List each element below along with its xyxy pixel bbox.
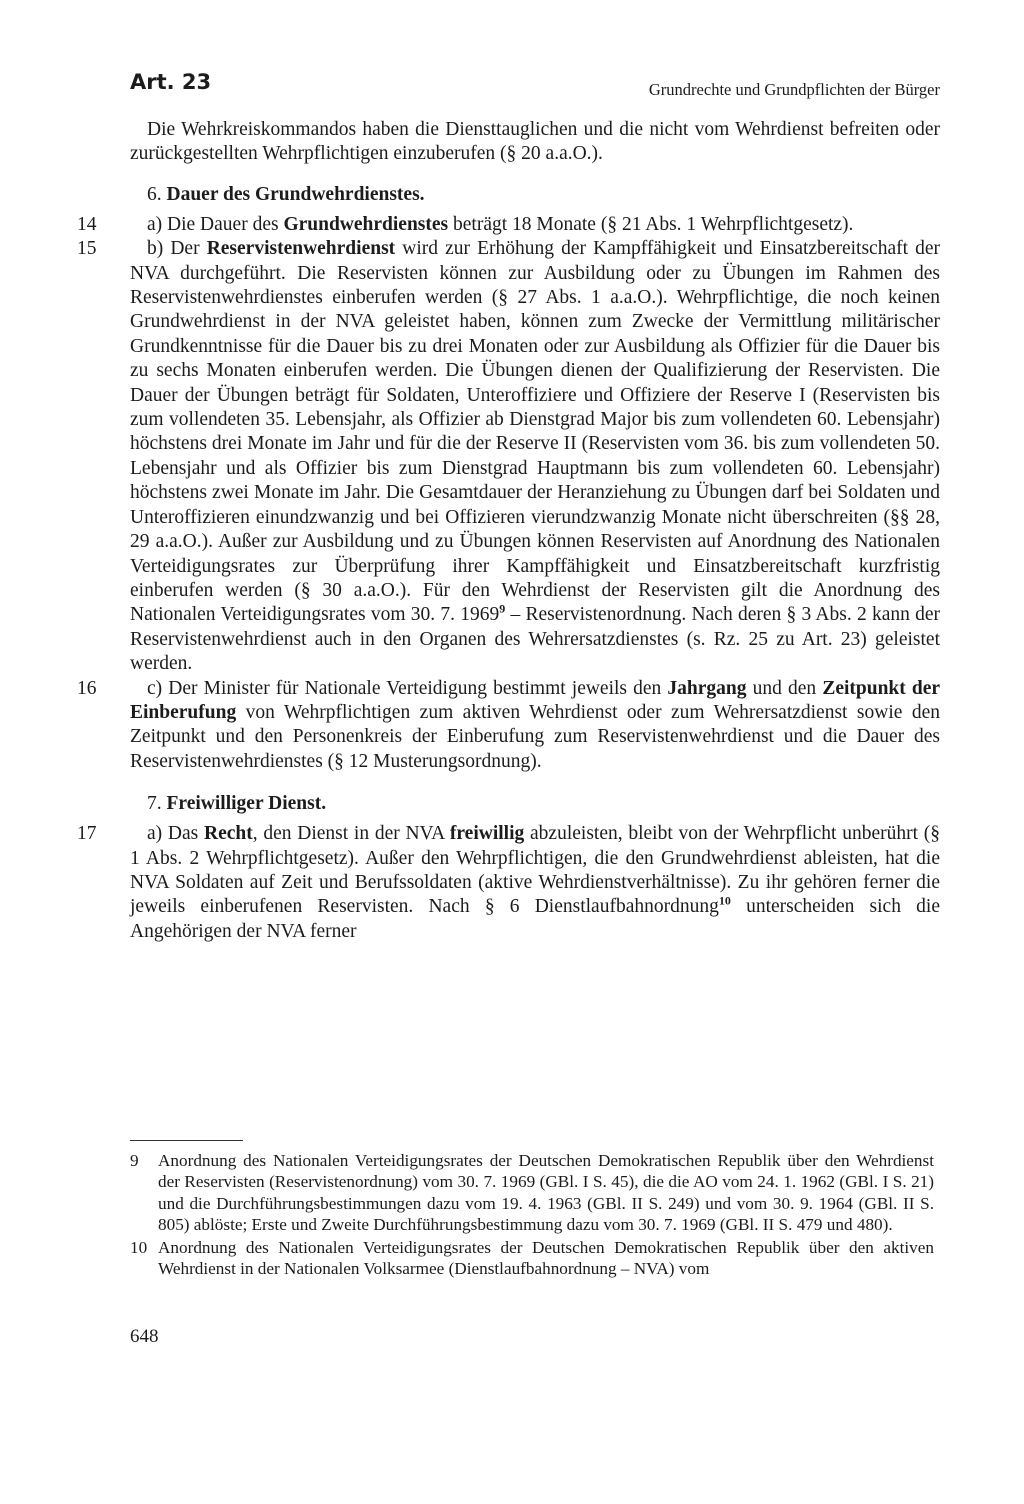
footnote-10 <box>130 1237 934 1280</box>
text-run: c) Der Minister für Nationale Verteidigung bestimmt jeweils den <box>147 677 662 699</box>
footnote-ref[interactable]: 10 <box>718 893 731 908</box>
section-title: Dauer des Grundwehrdienstes. <box>166 183 425 205</box>
main-text <box>77 118 941 944</box>
article-label: Art. 23 <box>130 70 212 94</box>
margin-number: 14 <box>77 213 97 235</box>
text-run: , den Dienst in der NVA <box>252 823 445 845</box>
text-run: abzuleisten, bleibt von der Wehrpflicht unberührt (§ 1 Abs. 2 Wehrpflichtgesetz). Außer den Wehrpflichtigen, die den Grundwehrdienst ableisten, hat die NVA Soldaten auf Zeit und Berufssoldaten (aktive Wehrdienstverhältnisse). Zu ihr gehören ferner die jeweils einberufenen Reservisten. Nach § 6 Dienstlaufbahnordnung <box>130 823 940 918</box>
section-title: Freiwilliger Dienst. <box>166 793 327 815</box>
paragraph-rz-15 <box>77 237 941 676</box>
text-run: von Wehrpflichtigen zum aktiven Wehrdienst oder zum Wehrersatzdienst sowie den Zeitpunkt und den Personenkreis der Einberufung zum Reservistenwehrdienst und die Dauer des Reservistenwehrdienstes (§ 12 Musterungsordnung). <box>130 701 941 772</box>
margin-number: 15 <box>77 238 97 260</box>
text-run: a) Die Dauer des <box>147 213 279 235</box>
paragraph-rz-16 <box>77 677 941 775</box>
bold-term: freiwillig <box>449 823 525 845</box>
running-title: Grundrechte und Grundpflichten der Bürger <box>648 80 940 99</box>
footnote-ref[interactable]: 9 <box>499 601 506 616</box>
margin-number: 16 <box>77 677 97 699</box>
bold-term: Grundwehrdienstes <box>283 213 449 235</box>
text-run: a) Das <box>147 823 199 845</box>
bold-term: Zeitpunkt der Einberufung <box>130 677 941 723</box>
section-number: 7. <box>147 793 162 815</box>
text-run: unterscheiden sich die Angehörigen der NVA ferner <box>130 896 940 942</box>
intro-paragraph: Die Wehrkreiskommandos haben die Diensttauglichen und die nicht vom Wehrdienst befreiten oder zurückgestellten Wehrpflichtigen einzuberufen (§ 20 a.a.O.). <box>130 119 940 165</box>
bold-term: Recht <box>203 823 253 845</box>
footnote-number: 9 <box>130 1151 139 1170</box>
footnote-number: 10 <box>130 1238 148 1258</box>
footnote-9 <box>130 1150 934 1235</box>
margin-number: 17 <box>77 823 97 845</box>
paragraph-rz-14 <box>77 213 940 237</box>
text-run: – Reservistenordnung. Nach deren § 3 Abs. 2 kann der Reservistenwehrdienst auch in den Organen des Wehrersatzdienstes (s. Rz. 25 zu Art. 23) geleistet werden. <box>130 604 940 675</box>
running-header <box>130 70 940 110</box>
footnote-text: Anordnung des Nationalen Verteidigungsrates der Deutschen Demokratischen Republik über den aktiven Wehrdienst in der Nationalen Volksarmee (Dienstlaufbahnordnung – NVA) vom <box>158 1238 934 1279</box>
bold-term: Reservistenwehrdienst <box>206 238 396 260</box>
section-heading-6 <box>147 183 940 207</box>
page-number: 648 <box>130 1326 159 1347</box>
text-run: b) Der <box>147 238 200 260</box>
footnote-separator <box>130 1140 243 1141</box>
text-run: beträgt 18 Monate (§ 21 Abs. 1 Wehrpflichtgesetz). <box>453 213 854 235</box>
footnotes <box>130 1150 934 1282</box>
section-number: 6. <box>147 183 162 205</box>
bold-term: Jahrgang <box>667 677 747 699</box>
footnote-text: Anordnung des Nationalen Verteidigungsrates der Deutschen Demokratischen Republik über den Wehrdienst der Reservisten (Reservistenordnung) vom 30. 7. 1969 (GBl. I S. 45), die die AO vom 24. 1. 1962 (GBl. I S. 21) und die Durchführungsbestimmungen dazu vom 19. 4. 1963 (GBl. II S. 249) und vom 30. 9. 1964 (GBl. II S. 805) ablöste; Erste und Zweite Durchführungsbestimmung dazu vom 30. 7. 1969 (GBl. II S. 479 und 480). <box>158 1151 934 1234</box>
section-heading-7 <box>147 792 940 816</box>
text-run: wird zur Erhöhung der Kampffähigkeit und Einsatzbereitschaft der NVA durchgeführt. Die Reservisten können zur Ausbildung oder zu Übungen im Rahmen des Reservistenwehrdienstes einberufen werden (§ 27 Abs. 1 a.a.O.). Wehrpflichtige, die noch keinen Grundwehrdienst in der NVA geleistet haben, können zum Zwecke der Vermittlung militärischer Grundkenntnisse für die Dauer bis zu drei Monaten oder zur Ausbildung als Offizier für die Dauer bis zu sechs Monaten einberufen werden. Die Übungen dienen der Qualifizierung der Reservisten. Die Dauer der Übungen beträgt für Soldaten, Unteroffiziere und Offiziere der Reserve I (Reservisten bis zum vollendeten 35. Lebensjahr, als Offizier ab Dienstgrad Major bis zum vollendeten 60. Lebensjahr) höchstens drei Monate im Jahr und für die der Reserve II (Reservisten vom 36. bis zum vollendeten 50. Lebensjahr und als Offizier bis zum Dienstgrad Hauptmann bis zum vollendeten 60. Lebensjahr) höchstens zwei Monate im Jahr. Die Gesamtdauer der Heranziehung zu Übungen darf bei Soldaten und Unteroffizieren einundzwanzig und bei Offizieren vierundzwanzig Monate nicht überschreiten (§§ 28, 29 a.a.O.). Außer zur Ausbildung und zu Übungen können Reservisten auf Anordnung des Nationalen Verteidigungsrates zur Überprüfung ihrer Kampffähigkeit und Einsatzbereitschaft kurzfristig einberufen werden (§ 30 a.a.O.). Für den Wehrdienst der Reservisten gilt die Anordnung des Nationalen Verteidigungsrates vom 30. 7. 1969 <box>130 238 941 626</box>
paragraph-rz-17 <box>77 822 940 944</box>
text-run: und den <box>752 677 817 699</box>
